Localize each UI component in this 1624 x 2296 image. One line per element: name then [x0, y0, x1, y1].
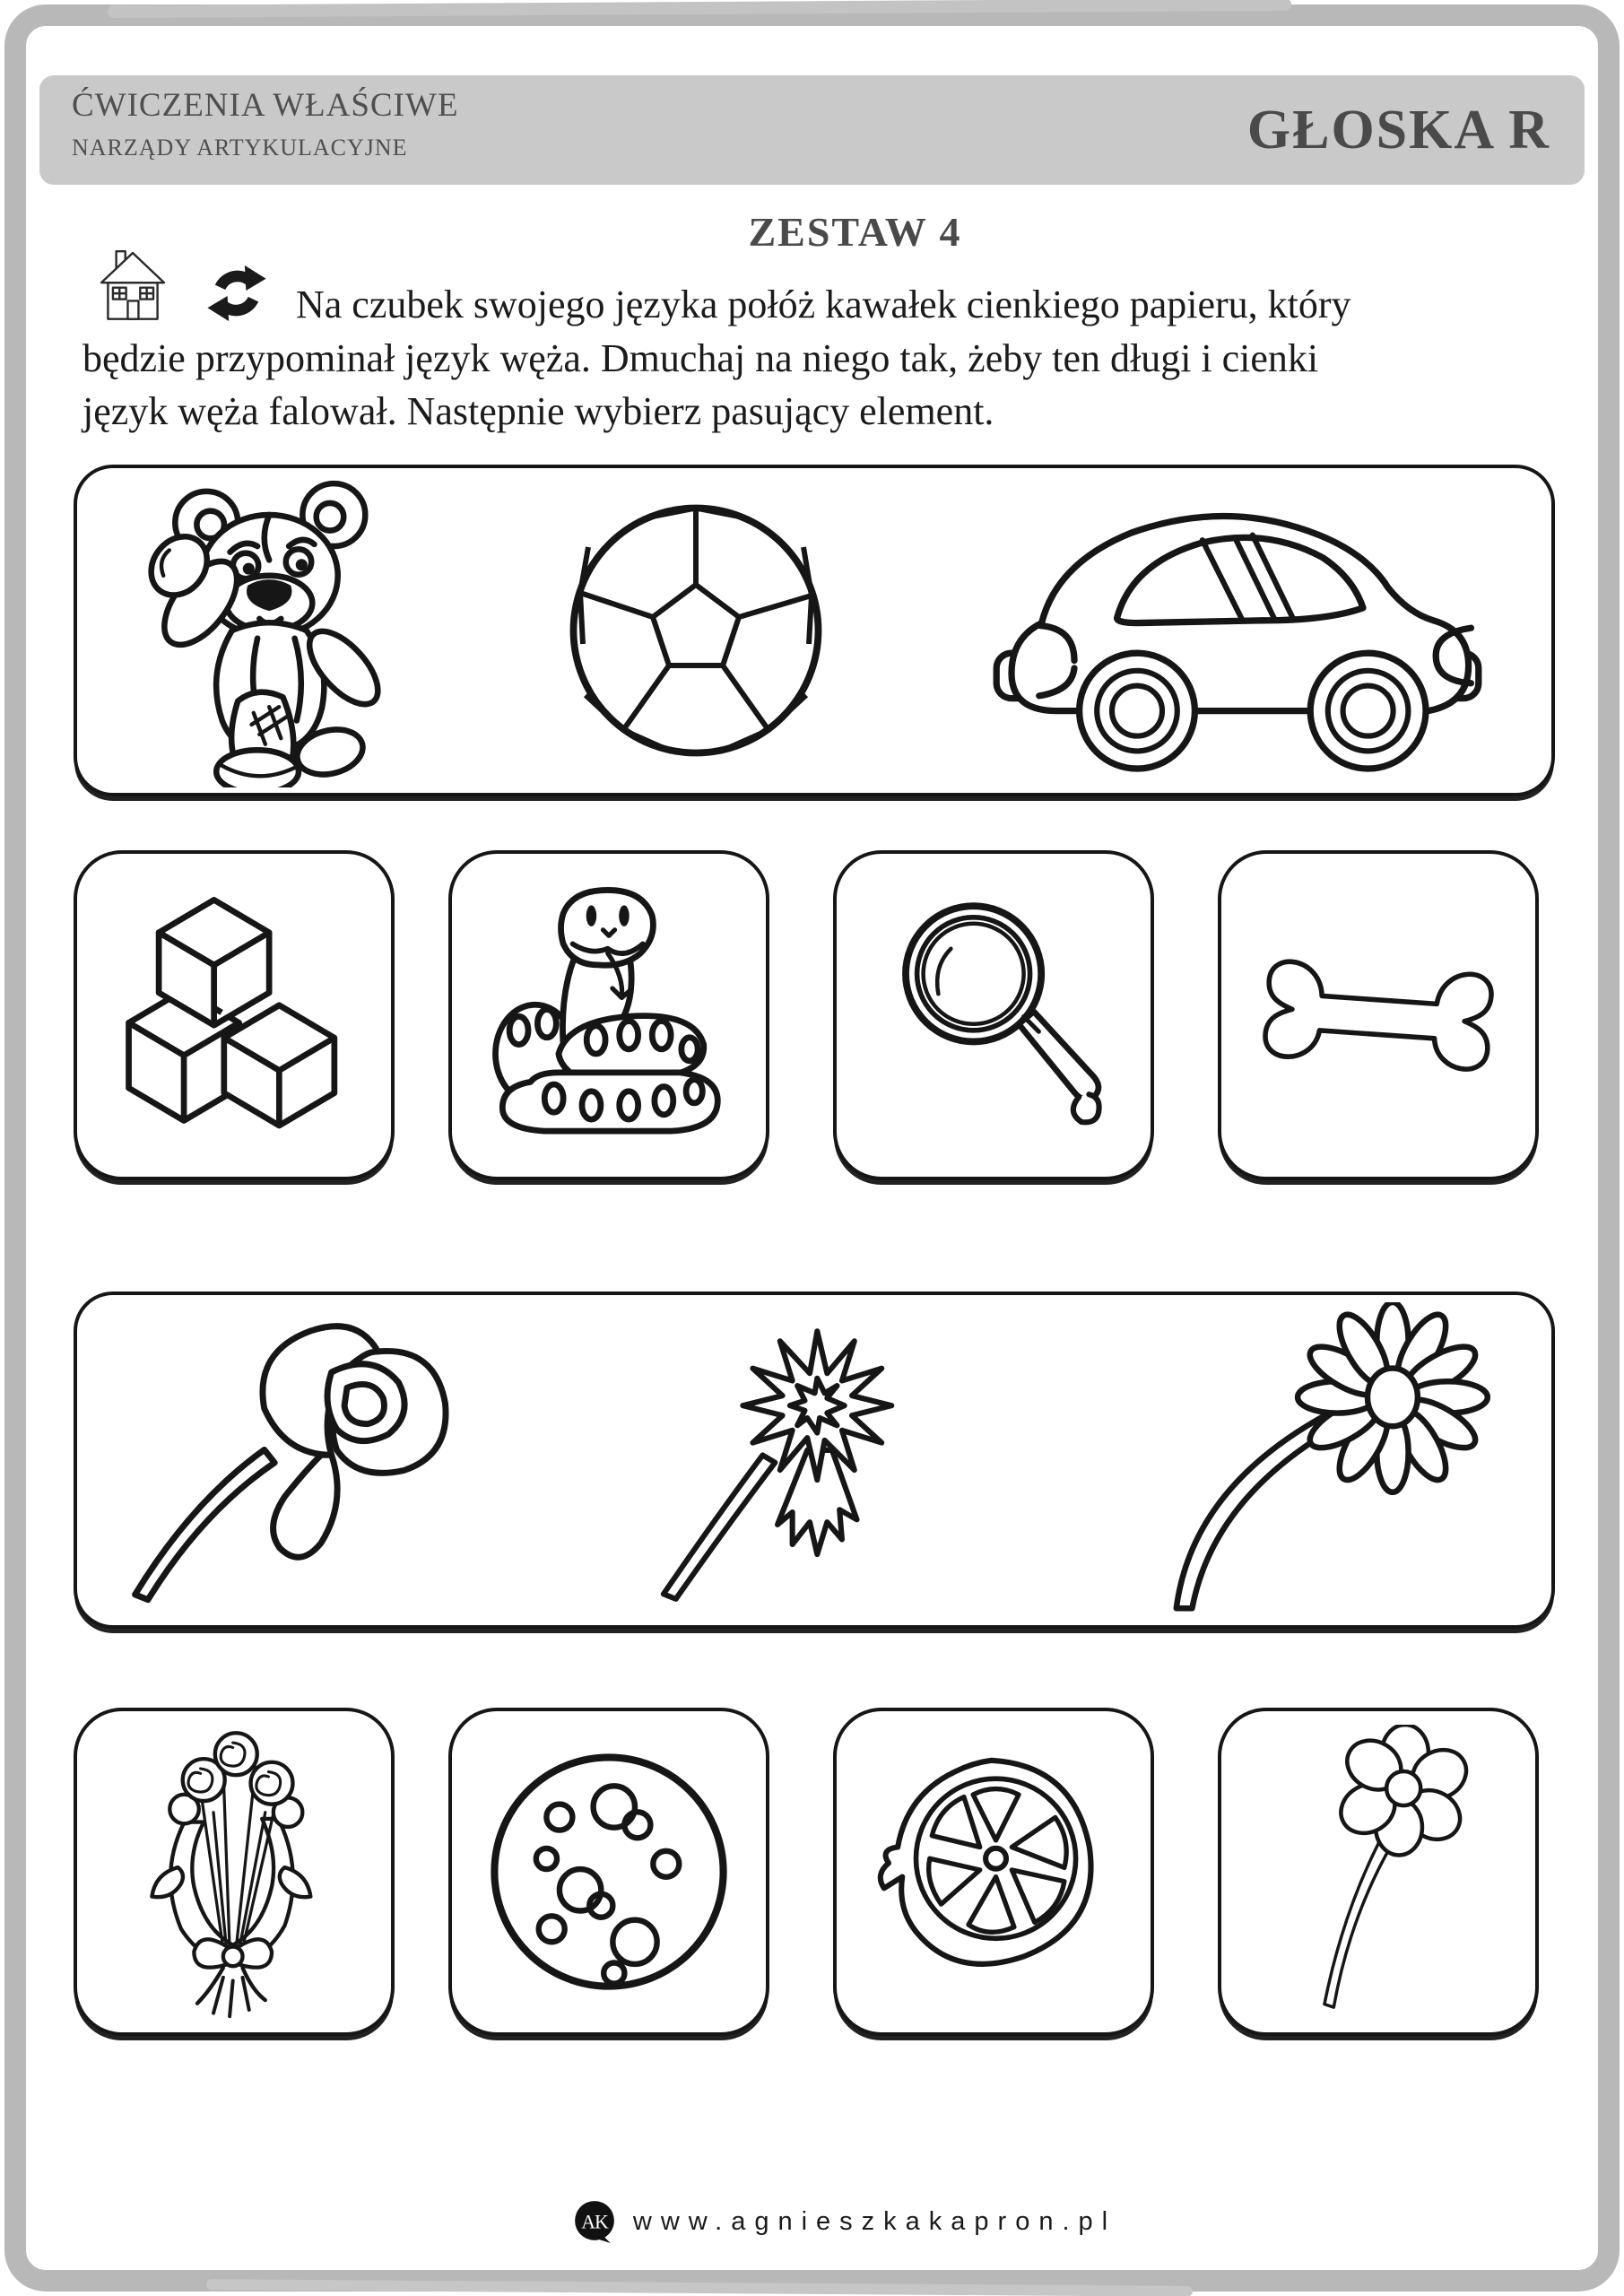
- option-card-snake[interactable]: [448, 850, 769, 1180]
- repeat-icon: [201, 260, 273, 326]
- picture-strip-2: [74, 1292, 1555, 1629]
- ak-logo: [572, 2199, 617, 2244]
- daisy-drawing: [1076, 1302, 1524, 1619]
- header-title-line2: NARZĄDY ARTYKULACYJNE: [72, 135, 408, 161]
- header-sound-title: GŁOSKA R: [1246, 100, 1550, 161]
- cornflower-drawing: [599, 1311, 1020, 1609]
- flower-drawing: [1278, 1725, 1480, 2020]
- snake-drawing: [474, 881, 743, 1150]
- magnifying-glass-drawing: [868, 881, 1119, 1150]
- option-card-bouquet[interactable]: [74, 1708, 395, 2036]
- set-title: ZESTAW 4: [748, 209, 962, 255]
- brush-stroke-bottom: [206, 2279, 1193, 2296]
- car-drawing: [986, 477, 1489, 784]
- house-icon: [91, 242, 174, 326]
- option-card-magnifier[interactable]: [833, 850, 1154, 1180]
- ak-logo-text: AK: [581, 2211, 608, 2233]
- rose-bouquet-drawing: [129, 1718, 340, 2026]
- teddy-bear-drawing: [140, 474, 404, 787]
- footer-url: www.agnieszkakapron.pl: [632, 2206, 1117, 2236]
- bone-drawing: [1238, 910, 1519, 1120]
- brush-stroke-top: [108, 0, 1291, 18]
- option-card-lemon[interactable]: [833, 1708, 1154, 2036]
- option-card-blocks[interactable]: [74, 850, 395, 1180]
- picture-strip-1: [74, 465, 1555, 796]
- option-card-flower[interactable]: [1218, 1708, 1539, 2036]
- soccer-ball-drawing: [561, 496, 830, 765]
- lemon-half-drawing: [868, 1744, 1119, 2000]
- rose-drawing: [104, 1305, 543, 1615]
- building-blocks-drawing: [109, 880, 360, 1151]
- instruction-line1: Na czubek swojego języka połóż kawałek cienkiego papieru, który: [296, 283, 1351, 326]
- header-band: [39, 75, 1585, 185]
- header-title-line1: ĆWICZENIA WŁAŚCIWE: [72, 87, 459, 124]
- option-card-cookie[interactable]: [448, 1708, 769, 2036]
- footer: [32, 2199, 1624, 2244]
- instruction-line2: będzie przypominał język węża. Dmuchaj na niego tak, żeby ten długi i cienki: [83, 336, 1319, 380]
- cookie-drawing: [479, 1742, 739, 2002]
- instruction-line3: język węża falował. Następnie wybierz pasujący element.: [83, 389, 994, 433]
- option-card-bone[interactable]: [1218, 850, 1539, 1180]
